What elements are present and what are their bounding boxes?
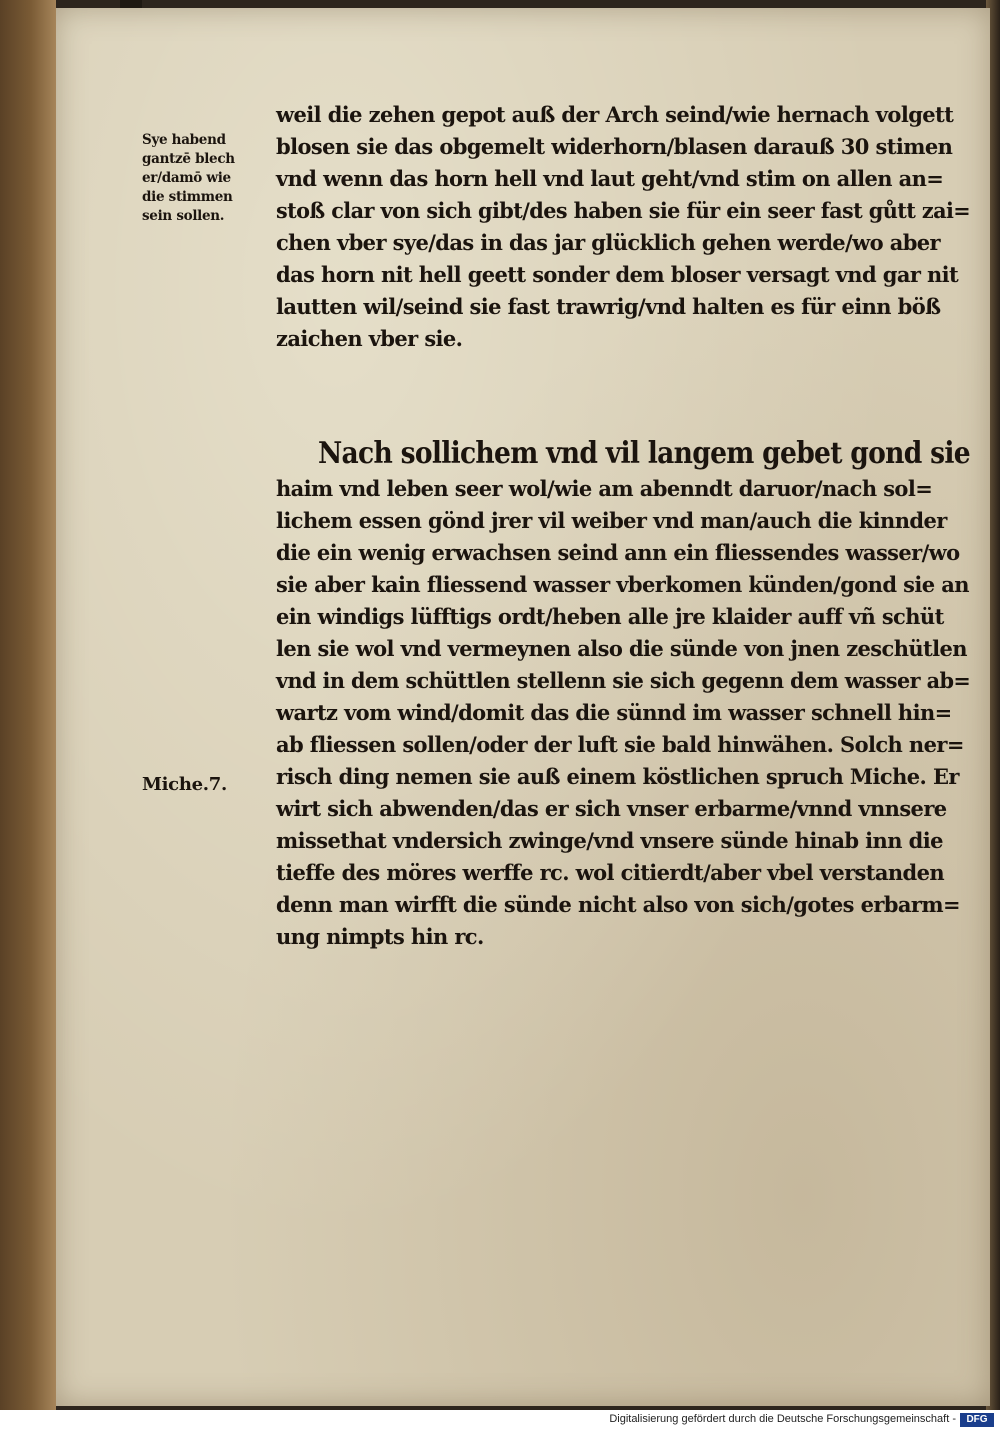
text-line: len sie wol vnd vermeynen also die sünde von jnen zeschütlen: [276, 636, 967, 661]
text-line: vnd wenn das horn hell vnd laut geht/vnd stim on allen an=: [276, 166, 944, 191]
text-line: ab fliessen sollen/oder der luft sie bald hinwähen. Solch ner=: [276, 732, 964, 757]
text-line: risch ding nemen sie auß einem köstlichen spruch Miche. Er: [276, 764, 959, 789]
text-line: haim vnd leben seer wol/wie am abenndt daruor/nach sol=: [276, 476, 933, 501]
dfg-logo[interactable]: DFG: [960, 1413, 994, 1427]
text-line: chen vber sye/das in das jar glücklich gehen werde/wo aber: [276, 230, 941, 255]
margin-note-line: gantzē blech: [142, 151, 235, 167]
section-heading: Nach sollichem vnd vil langem gebet gond sie: [318, 436, 970, 471]
text-line: das horn nit hell geett sonder dem bloser versagt vnd gar nit: [276, 262, 959, 287]
margin-note-line: Sye habend: [142, 132, 226, 148]
book-binding-edge: [0, 0, 56, 1410]
text-line: denn man wirfft die sünde nicht also von sich/gotes erbarm=: [276, 892, 960, 917]
text-line: die ein wenig erwachsen seind ann ein fliessendes wasser/wo: [276, 540, 960, 565]
text-line: zaichen vber sie.: [276, 326, 463, 351]
text-line: tieffe des möres werffe rc. wol citierdt/aber vbel verstanden: [276, 860, 945, 885]
text-line: lautten wil/seind sie fast trawrig/vnd halten es für einn böß: [276, 294, 941, 319]
text-line: wartz vom wind/domit das die sünnd im wasser schnell hin=: [276, 700, 952, 725]
margin-note-line: die stimmen: [142, 189, 233, 205]
text-line: vnd in dem schüttlen stellenn sie sich gegenn dem wasser ab=: [276, 668, 971, 693]
text-line: sie aber kain fliessend wasser vberkomen künden/gond sie an: [276, 572, 969, 597]
margin-note-line: er/damō wie: [142, 170, 231, 186]
margin-note-reference: Miche.7.: [142, 774, 227, 795]
text-line: weil die zehen gepot auß der Arch seind/wie hernach volgett: [276, 102, 954, 127]
text-line: ung nimpts hin rc.: [276, 924, 484, 949]
book-page: [56, 8, 990, 1406]
text-line: stoß clar von sich gibt/des haben sie für ein seer fast gůtt zai=: [276, 198, 971, 223]
text-line: ein windigs lüfftigs ordt/heben alle jre klaider auff vñ schüt: [276, 604, 944, 629]
digitization-footer: [0, 1410, 1000, 1430]
footer-credit: Digitalisierung gefördert durch die Deutsche Forschungsgemeinschaft -: [609, 1413, 956, 1425]
margin-note-line: sein sollen.: [142, 208, 225, 224]
text-line: lichem essen gönd jrer vil weiber vnd man/auch die kinnder: [276, 508, 947, 533]
text-line: blosen sie das obgemelt widerhorn/blasen darauß 30 stimen: [276, 134, 953, 159]
text-line: wirt sich abwenden/das er sich vnser erbarme/vnnd vnnsere: [276, 796, 947, 821]
text-line: missethat vndersich zwinge/vnd vnsere sünde hinab inn die: [276, 828, 943, 853]
